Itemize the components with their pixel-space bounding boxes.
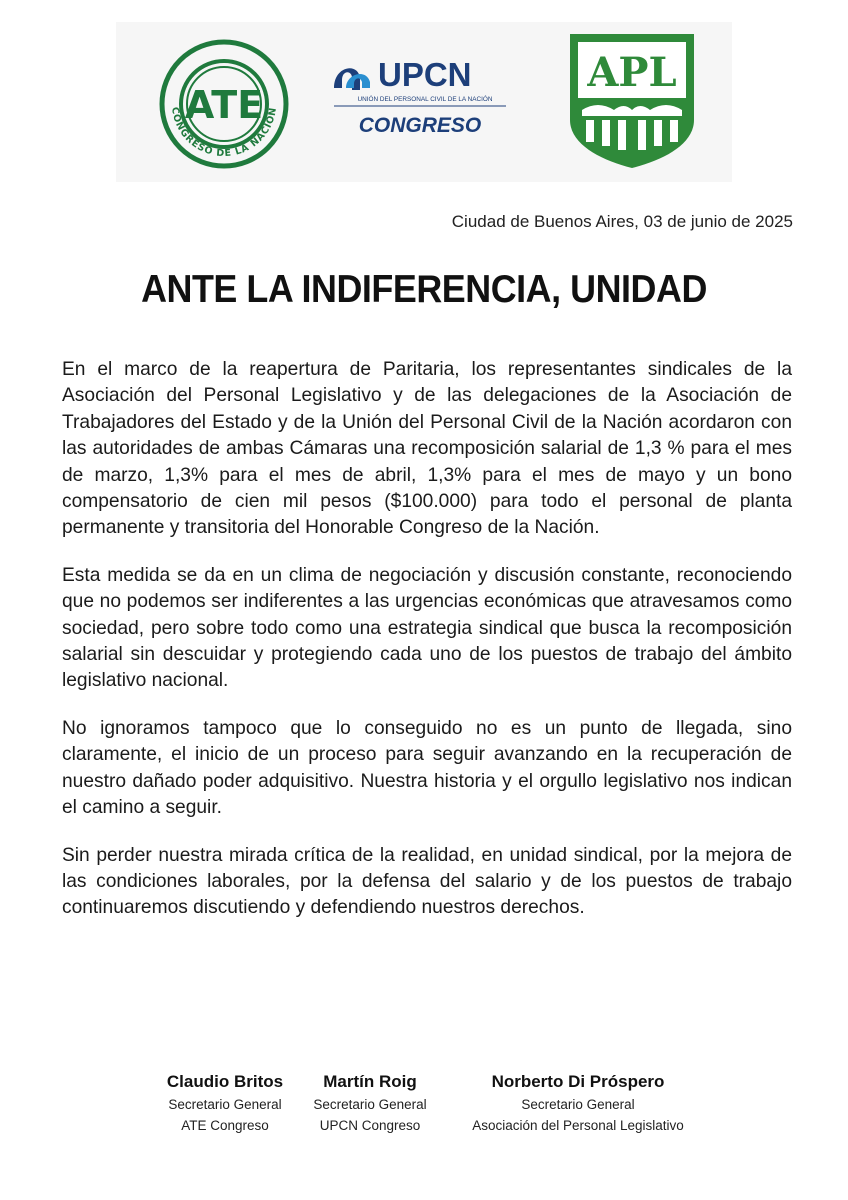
apl-name: APL xyxy=(587,49,677,96)
signature-upcn xyxy=(306,1070,434,1136)
upcn-logo xyxy=(330,48,510,140)
signer-name: Norberto Di Próspero xyxy=(491,1072,665,1091)
signer-org: ATE Congreso xyxy=(181,1118,269,1133)
ate-logo xyxy=(158,38,290,170)
signer-org: UPCN Congreso xyxy=(319,1118,421,1133)
ate-ring-text: CONGRESO DE LA NACIÓN xyxy=(169,106,280,160)
paragraph: En el marco de la reapertura de Paritaria, los representantes sindicales de la Asociación del Personal Legislativo y de las delegaciones de la Asociación de Trabajadores del Estado y de la Unión del Personal Civil de la Nación acordaron con las autoridades de ambas Cámaras una recomposición salarial de 1,3 % para el mes de marzo, 1,3% para el mes de abril, 1,3% para el mes de mayo y un bono compensatorio de cien mil pesos ($100.000) para todo el personal de planta permanente y transitoria del Honorable Congreso de la Nación. xyxy=(62,359,792,539)
signatures xyxy=(150,1070,710,1150)
headline: ANTE LA INDIFERENCIA, UNIDAD xyxy=(141,268,707,311)
apl-logo xyxy=(568,32,696,170)
dateline: Ciudad de Buenos Aires, 03 de junio de 2025 xyxy=(451,212,793,231)
signature-ate xyxy=(150,1070,300,1136)
upcn-chamber: CONGRESO xyxy=(358,114,482,137)
upcn-subtitle: UNIÓN DEL PERSONAL CIVIL DE LA NACIÓN xyxy=(357,96,493,103)
signer-role: Secretario General xyxy=(521,1097,635,1112)
signer-org: Asociación del Personal Legislativo xyxy=(472,1118,684,1133)
signer-role: Secretario General xyxy=(313,1097,427,1112)
ate-initials: ATE xyxy=(184,83,264,127)
paragraph: Sin perder nuestra mirada crítica de la realidad, en unidad sindical, por la mejora de las condiciones laborales, por la defensa del salario y de los puestos de trabajo continuaremos discutiendo y defendiendo nuestros derechos. xyxy=(62,844,792,919)
signer-name: Martín Roig xyxy=(323,1072,417,1091)
paragraph: No ignoramos tampoco que lo conseguido no es un punto de llegada, sino claramente, el inicio de un proceso para seguir avanzando en la recuperación de nuestro dañado poder adquisitivo. Nuestra historia y el orgullo legislativo nos indican el camino a seguir. xyxy=(62,717,792,819)
upcn-name: UPCN xyxy=(378,56,472,93)
body-text xyxy=(62,357,792,943)
signature-apl xyxy=(452,1070,704,1136)
signer-name: Claudio Britos xyxy=(166,1072,284,1091)
signer-role: Secretario General xyxy=(168,1097,282,1112)
upcn-emblem-icon xyxy=(334,68,370,90)
paragraph: Esta medida se da en un clima de negociación y discusión constante, reconociendo que no podemos ser indiferentes a las urgencias económicas que atravesamos como sociedad, pero sobre todo como una estrategia sindical que busca la recomposición salarial sin descuidar y protegiendo cada uno de los puestos de trabajo del ámbito legislativo nacional. xyxy=(62,564,792,692)
